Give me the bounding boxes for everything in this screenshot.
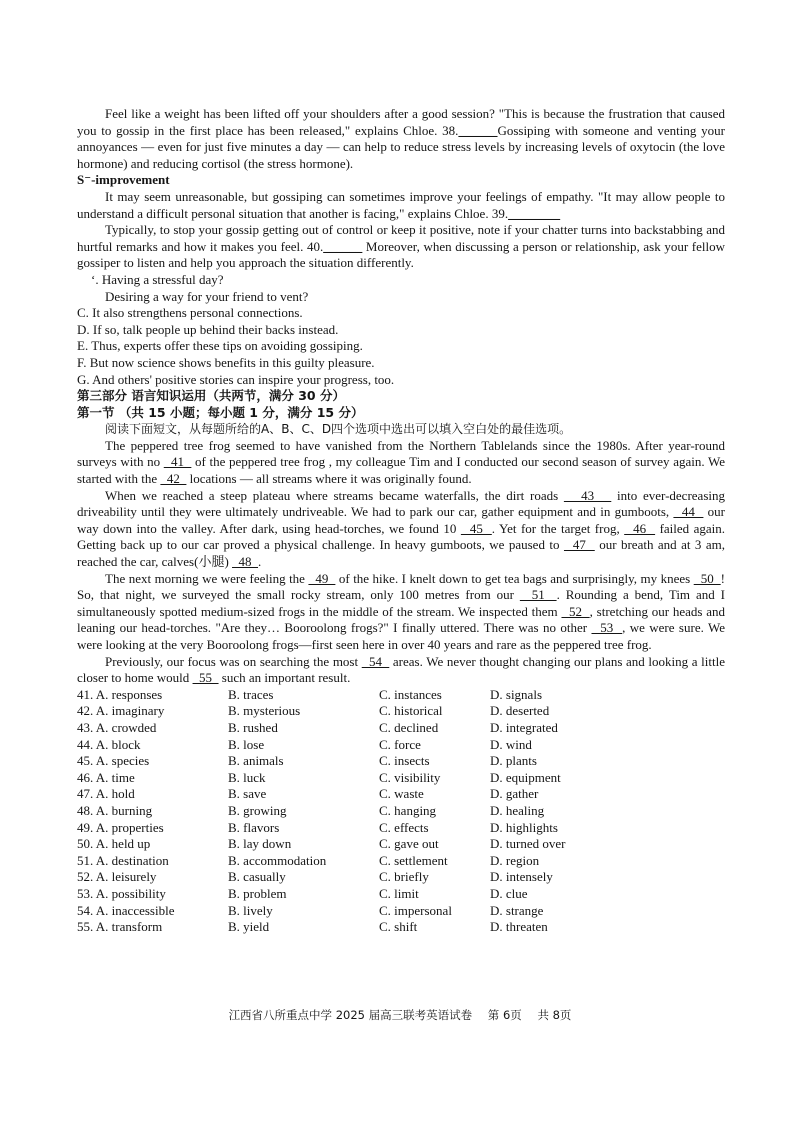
choice-row — [77, 903, 725, 920]
choice-b: B. rushed — [228, 719, 278, 735]
choice-b: B. accommodation — [228, 852, 327, 868]
blank-42: 42 — [160, 471, 187, 487]
choice-d: D. deserted — [490, 703, 550, 719]
choice-row — [77, 753, 725, 770]
choice-a: 47. A. hold — [77, 786, 135, 802]
section-heading: S⁻-improvement — [77, 172, 170, 188]
choice-d: D. plants — [490, 753, 537, 769]
blank-52: 52 — [561, 603, 590, 619]
blank-50: 50 — [693, 570, 721, 586]
choice-a: 51. A. destination — [77, 852, 169, 868]
cloze-paragraph — [77, 438, 725, 488]
blank-40: ______ — [323, 238, 363, 254]
text: Gossiping with someone and venting your annoyances — even for just five minutes a day — can help to reduce stress levels by increasing levels of oxytocin (the love hormone) and reducing cortisol (the stress hormone). — [77, 122, 725, 171]
answer-choices — [77, 687, 725, 936]
choice-row — [77, 886, 725, 903]
passage-paragraph — [77, 189, 725, 222]
option-b: Desiring a way for your friend to vent? — [105, 288, 309, 304]
choice-c: C. visibility — [379, 769, 441, 785]
blank-44: 44 — [673, 504, 704, 520]
choice-c: C. briefly — [379, 869, 429, 885]
choice-row — [77, 919, 725, 936]
cloze-paragraph — [77, 654, 725, 687]
text: ! So, that night, we surveyed the small rocky stream, only 100 metres from our — [77, 570, 726, 603]
page-total: 共 8页 — [537, 1008, 572, 1022]
text: such an important result. — [218, 670, 351, 686]
cloze-paragraph — [77, 488, 725, 571]
blank-49: 49 — [308, 570, 336, 586]
text: Feel like a weight has been lifted off your shoulders after a good session? "This is because the frustration that caused you to gossip in the first place has been released," explains Chloe. 38. — [77, 106, 725, 138]
text: . Rounding a bend, Tim and I simultaneously spotted medium-sized frogs in the middle of the stream. We inspected them — [77, 587, 725, 619]
option-c: C. It also strengthens personal connections. — [77, 305, 303, 321]
option-e: E. Thus, experts offer these tips on avoiding gossiping. — [77, 338, 363, 354]
choice-b: B. lay down — [228, 836, 292, 852]
text: Moreover, when discussing a person or relationship, ask your fellow gossiper to listen and help you approach the situation differently. — [77, 238, 725, 271]
choice-a: 53. A. possibility — [77, 885, 166, 901]
text: into ever-decreasing driveability until they were ultimately undriveable. We had to park our car, gather equipment and in gumboots, — [77, 487, 725, 520]
blank-41: 41 — [163, 454, 192, 470]
choice-d: D. turned over — [490, 836, 566, 852]
choice-row — [77, 853, 725, 870]
choice-a: 50. A. held up — [77, 836, 151, 852]
choice-c: C. shift — [379, 919, 418, 935]
text: The peppered tree frog seemed to have vanished from the Northern Tablelands since the 1980s. After year-round surveys with no — [77, 437, 725, 470]
choice-c: C. effects — [379, 819, 429, 835]
choice-a: 48. A. burning — [77, 802, 153, 818]
choice-c: C. impersonal — [379, 902, 452, 918]
choice-b: B. animals — [228, 753, 284, 769]
choice-b: B. lose — [228, 736, 265, 752]
choice-a: 43. A. crowded — [77, 719, 157, 735]
choice-row — [77, 836, 725, 853]
page-number: 第 6页 — [487, 1008, 522, 1022]
choice-b: B. lively — [228, 902, 273, 918]
choice-b: B. traces — [228, 686, 274, 702]
choice-d: D. intensely — [490, 869, 553, 885]
text: of the peppered tree frog , my colleague Tim and I conducted our second season of survey again. We started with the — [77, 454, 725, 487]
blank-47: 47 — [563, 537, 595, 553]
option-g: G. And others' positive stories can inspire your progress, too. — [77, 371, 395, 387]
choice-b: B. luck — [228, 769, 266, 785]
choice-a: 52. A. leisurely — [77, 869, 157, 885]
choice-a: 46. A. time — [77, 769, 135, 785]
choice-d: D. equipment — [490, 769, 561, 785]
blank-55: 55 — [192, 670, 219, 686]
blank-54: 54 — [361, 653, 390, 669]
choice-d: D. highlights — [490, 819, 558, 835]
choice-a: 42. A. imaginary — [77, 703, 165, 719]
choice-row — [77, 770, 725, 787]
blank-39: ________ — [508, 205, 561, 221]
choice-c: C. instances — [379, 686, 442, 702]
choice-c: C. force — [379, 736, 421, 752]
choice-b: B. save — [228, 786, 267, 802]
blank-43: 43 — [563, 487, 612, 503]
choice-a: 45. A. species — [77, 753, 150, 769]
choice-row — [77, 720, 725, 737]
choice-b: B. casually — [228, 869, 286, 885]
blank-46: 46 — [624, 520, 656, 536]
choice-a: 54. A. inaccessible — [77, 902, 175, 918]
choice-b: B. yield — [228, 919, 270, 935]
cloze-paragraph — [77, 571, 725, 654]
choice-row — [77, 703, 725, 720]
choice-d: D. region — [490, 852, 540, 868]
passage-paragraph — [77, 106, 725, 172]
text: locations — all streams where it was originally found. — [186, 471, 472, 487]
choice-d: D. integrated — [490, 719, 558, 735]
text: areas. We never thought changing our plans and looking a little closer to home would — [77, 653, 726, 686]
choice-b: B. flavors — [228, 819, 280, 835]
blank-51: 51 — [519, 587, 557, 603]
choice-d: D. clue — [490, 885, 528, 901]
part-title: 第三部分 语言知识运用（共两节，满分 30 分） — [77, 388, 345, 404]
choice-b: B. mysterious — [228, 703, 301, 719]
choice-row — [77, 687, 725, 704]
choice-d: D. healing — [490, 802, 545, 818]
choice-c: C. declined — [379, 719, 439, 735]
option-a: ‘. Having a stressful day? — [91, 271, 224, 287]
choice-d: D. strange — [490, 902, 544, 918]
choice-a: 44. A. block — [77, 736, 141, 752]
choice-c: C. hanging — [379, 802, 437, 818]
blank-48: 48 — [232, 554, 259, 570]
choice-c: C. settlement — [379, 852, 448, 868]
blank-53: 53 — [591, 620, 623, 636]
blank-38: ______ — [458, 122, 498, 138]
text: . — [258, 554, 262, 570]
text: Typically, to stop your gossip getting out of control or keep it positive, note if your chatter turns into backstabbing and hurtful remarks and how it makes you feel. 40. — [77, 222, 725, 254]
text: our way down into the valley. After dark, using head-torches, we found 10 — [77, 504, 726, 536]
instruction: 阅读下面短文，从每题所给的A、B、C、D四个选项中选出可以填入空白处的最佳选项。 — [105, 422, 572, 437]
text: , we were sure. We were looking at the very Booroolong frogs—first seen here in over 40 years and rare as the peppered tree frog. — [77, 620, 725, 652]
choice-row — [77, 737, 725, 754]
choice-c: C. insects — [379, 753, 430, 769]
choice-c: C. waste — [379, 786, 424, 802]
choice-c: C. historical — [379, 703, 443, 719]
passage-paragraph — [77, 222, 725, 272]
text: of the hike. I knelt down to get tea bags and surprisingly, my knees — [335, 570, 694, 586]
choice-d: D. threaten — [490, 919, 548, 935]
exam-title: 江西省八所重点中学 2025 届高三联考英语试卷 — [228, 1008, 473, 1022]
text: It may seem unreasonable, but gossiping can sometimes improve your feelings of empathy. "It may allow people to understand a difficult personal situation that another is facing," explains Chloe. 39. — [77, 188, 725, 221]
choice-d: D. signals — [490, 686, 542, 702]
choice-b: B. growing — [228, 802, 287, 818]
text: our breath and at 3 am, reached the car, calves(小腿) — [77, 537, 726, 570]
page-footer — [0, 1007, 800, 1024]
choice-d: D. wind — [490, 736, 532, 752]
choice-c: C. gave out — [379, 836, 439, 852]
choice-row — [77, 803, 725, 820]
text: When we reached a steep plateau where streams became waterfalls, the dirt roads — [105, 487, 564, 503]
exam-page — [77, 106, 725, 936]
text: The next morning we were feeling the — [105, 570, 309, 586]
choice-row — [77, 820, 725, 837]
text: , stretching our heads and leaning our head-torches. "Are they… Booroolong frogs?" I finally uttered. There was no other — [77, 603, 726, 636]
choice-b: B. problem — [228, 885, 287, 901]
option-d: D. If so, talk people up behind their backs instead. — [77, 321, 339, 337]
choice-c: C. limit — [379, 885, 419, 901]
choice-a: 55. A. transform — [77, 919, 163, 935]
text: Previously, our focus was on searching the most — [105, 653, 362, 669]
blank-45: 45 — [460, 520, 492, 536]
choice-a: 41. A. responses — [77, 686, 163, 702]
choice-d: D. gather — [490, 786, 539, 802]
choice-a: 49. A. properties — [77, 819, 164, 835]
text: failed again. Getting back up to our car proved a physical challenge. In heavy gumboots, we paused to — [77, 520, 726, 553]
option-f: F. But now science shows benefits in this guilty pleasure. — [77, 354, 375, 370]
choice-row — [77, 869, 725, 886]
text: . Yet for the target frog, — [491, 520, 625, 536]
choice-row — [77, 786, 725, 803]
section-title: 第一节 （共 15 小题；每小题 1 分，满分 15 分） — [77, 404, 364, 420]
